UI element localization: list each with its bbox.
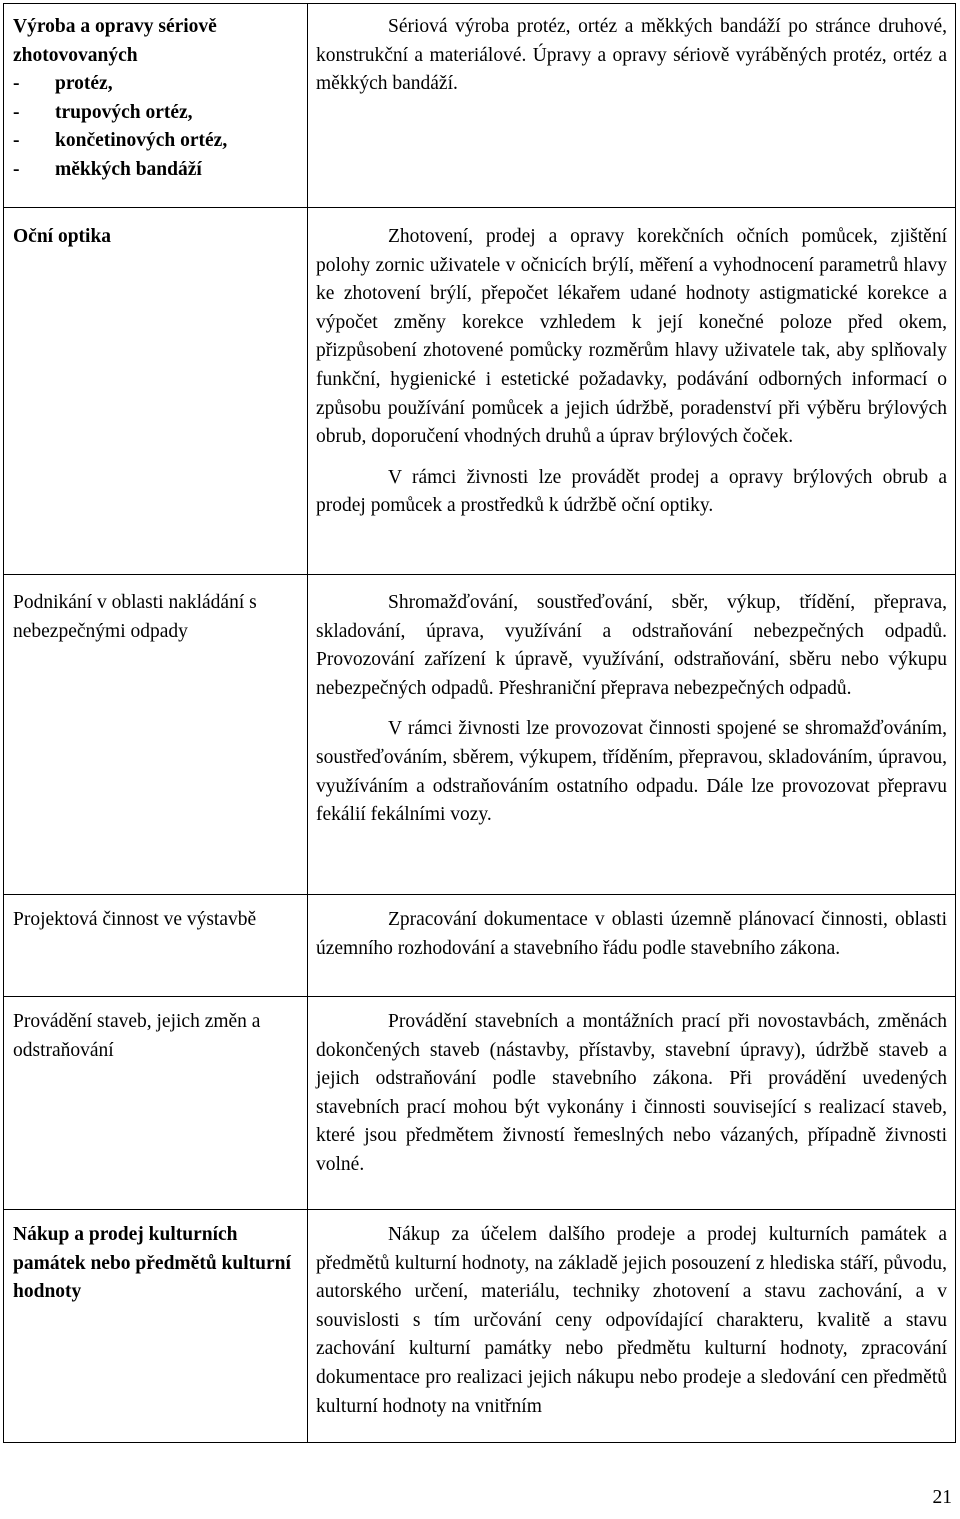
trade-content-cell [308, 1210, 956, 1443]
content-paragraph: Zhotovení, prodej a opravy korekčních očních pomůcek, zjištění polohy zornic uživatele v očnicích brýlí, měření a vyhodnocení parametrů hlavy ke zhotovení brýlí, přepočet lékařem udané hodnoty astigmatické korekce a výpočet změny korekce vzhledem k její konečné poloze před okem, přizpůsobení zhotovené pomůcky rozměrům hlavy uživatele tak, aby splňovaly funkční, hygienické i estetické požadavky, podávání odborných informací o způsobu používání pomůcek a jejich údržbě, poradenství při výběru brýlových obrub, doporučení vhodných druhů a úprav brýlových čoček. [316, 226, 947, 448]
trade-title: Výroba a opravy sériově zhotovovaných [13, 16, 217, 66]
trade-title: Projektová činnost ve výstavbě [13, 909, 257, 930]
trade-register-table [3, 3, 956, 1443]
table-row [4, 4, 956, 208]
trade-content-cell [308, 4, 956, 208]
list-item: - měkkých bandáží [13, 158, 202, 180]
content-paragraph: Zpracování dokumentace v oblasti územně plánovací činnosti, oblasti územního rozhodování a stavebního řádu podle stavebního zákona. [316, 909, 947, 959]
trade-content-cell [308, 575, 956, 895]
content-paragraph: Nákup za účelem dalšího prodeje a prodej kulturních památek a předmětů kulturní hodnoty, na základě jejich posouzení z hlediska stáří, původu, autorského určení, materiálu, techniky zhotovení a stavu zachování, a v souvislosti s tím určování ceny odpovídající charakteru, kvalitě a stavu zachování kulturní památky nebo předmětu kulturní hodnoty, zpracování dokumentace pro realizaci jejich nákupu nebo prodeje a sledování cen předmětů kulturní hodnoty na vnitřním [316, 1224, 947, 1417]
content-paragraph: Sériová výroba protéz, ortéz a měkkých bandáží po stránce druhové, konstrukční a materiálové. Úpravy a opravy sériově vyráběných protéz, ortéz a měkkých bandáží. [316, 16, 947, 95]
list-item: - končetinových ortéz, [13, 130, 228, 152]
trade-name-cell [4, 575, 308, 895]
trade-title: Oční optika [13, 226, 112, 247]
content-paragraph: V rámci živnosti lze provozovat činnosti spojené se shromažďováním, soustřeďováním, sběrem, výkupem, tříděním, přepravou, skladováním, úpravou, využíváním a odstraňováním ostatního odpadu. Dále lze provozovat přepravu fekálií fekálními vozy. [316, 718, 947, 826]
trade-content-cell [308, 895, 956, 997]
trade-content-cell [308, 997, 956, 1210]
table-row [4, 575, 956, 895]
trade-title: Nákup a prodej kulturních památek nebo předmětů kulturní hodnoty [13, 1224, 291, 1303]
trade-title: Podnikání v oblasti nakládání s nebezpečnými odpady [13, 592, 257, 642]
page-number: 21 [932, 1487, 952, 1508]
trade-content-cell [308, 208, 956, 575]
table-row [4, 1210, 956, 1443]
trade-name-cell [4, 1210, 308, 1443]
trade-title: Provádění staveb, jejich změn a odstraňování [13, 1011, 261, 1061]
table-row [4, 208, 956, 575]
trade-name-cell [4, 895, 308, 997]
content-paragraph: Provádění stavebních a montážních prací při novostavbách, změnách dokončených staveb (nástavby, přístavby, stavební úpravy), údržbě staveb a jejich odstraňování podle stavebního zákona. Při provádění uvedených stavebních prací mohou být vykonány i činnosti související s realizací staveb, které jsou předmětem živností řemeslných nebo vázaných, případně živnosti volné. [316, 1011, 947, 1175]
trade-name-cell [4, 4, 308, 208]
list-item: - trupových ortéz, [13, 101, 193, 123]
trade-item-list [13, 70, 299, 184]
trade-name-cell [4, 208, 308, 575]
list-item: - protéz, [13, 73, 113, 95]
content-paragraph: V rámci živnosti lze provádět prodej a opravy brýlových obrub a prodej pomůcek a prostředků k údržbě oční optiky. [316, 466, 947, 517]
content-paragraph: Shromažďování, soustřeďování, sběr, výkup, třídění, přeprava, skladování, úprava, využívání a odstraňování nebezpečných odpadů. Provozování zařízení k úpravě, využívání, odstraňování, sběru nebo výkupu nebezpečných odpadů. Přeshraniční přeprava nebezpečných odpadů. [316, 592, 947, 699]
trade-name-cell [4, 997, 308, 1210]
table-row [4, 997, 956, 1210]
table-row [4, 895, 956, 997]
